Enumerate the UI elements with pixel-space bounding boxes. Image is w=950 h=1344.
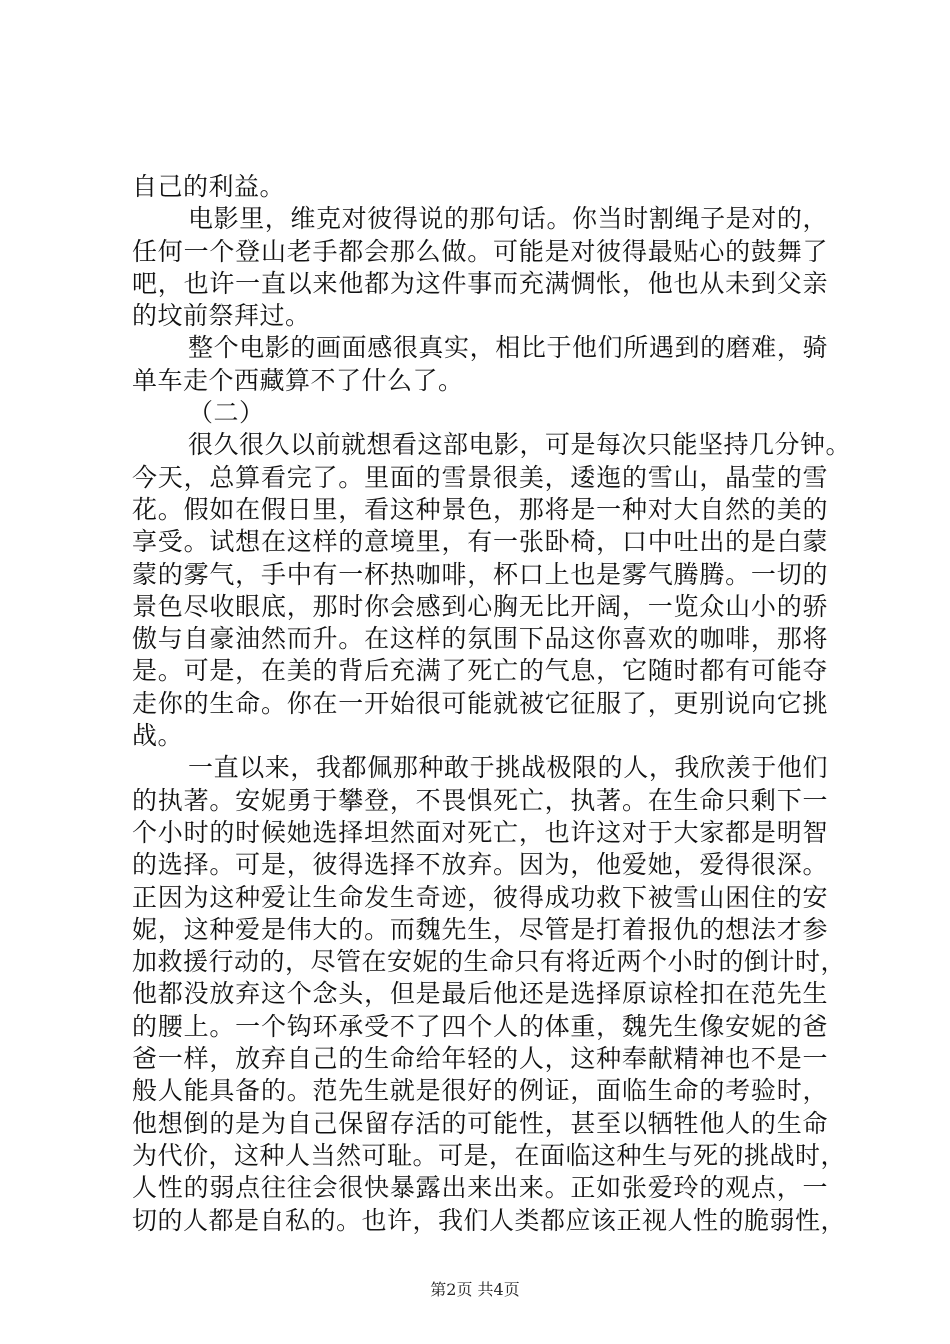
text-line: 是。可是，在美的背后充满了死亡的气息，它随时都有可能夺	[132, 656, 828, 686]
text-line: 般人能具备的。范先生就是很好的例证，面临生命的考验时，	[132, 1076, 828, 1106]
text-line: 个小时的时候她选择坦然面对死亡，也许这对于大家都是明智	[132, 817, 828, 847]
text-line: （二）	[188, 398, 265, 428]
text-line: 战。	[132, 721, 184, 751]
text-line: 的选择。可是，彼得选择不放弃。因为，他爱她，爱得很深。	[132, 850, 828, 880]
text-line: 他都没放弃这个念头，但是最后他还是选择原谅栓扣在范先生	[132, 979, 828, 1009]
text-line: 很久很久以前就想看这部电影，可是每次只能坚持几分钟。	[188, 430, 852, 460]
text-line: 妮，这种爱是伟大的。而魏先生，尽管是打着报仇的想法才参	[132, 914, 828, 944]
text-line: 享受。试想在这样的意境里，有一张卧椅，口中吐出的是白蒙	[132, 527, 828, 557]
text-line: 的执著。安妮勇于攀登，不畏惧死亡，执著。在生命只剩下一	[132, 785, 828, 815]
text-line: 正因为这种爱让生命发生奇迹，彼得成功救下被雪山困住的安	[132, 882, 828, 912]
text-line: 他想倒的是为自己保留存活的可能性，甚至以牺牲他人的生命	[132, 1108, 828, 1138]
text-line: 花。假如在假日里，看这种景色，那将是一种对大自然的美的	[132, 494, 828, 524]
text-line: 切的人都是自私的。也许，我们人类都应该正视人性的脆弱性，	[132, 1205, 847, 1235]
page-number: 第2页 共4页	[430, 1280, 520, 1299]
text-line: 的腰上。一个钩环承受不了四个人的体重，魏先生像安妮的爸	[132, 1011, 828, 1041]
text-line: 走你的生命。你在一开始很可能就被它征服了，更别说向它挑	[132, 688, 828, 718]
text-line: 吧，也许一直以来他都为这件事而充满惆怅，他也从未到父亲	[132, 268, 828, 298]
text-line: 为代价，这种人当然可耻。可是，在面临这种生与死的挑战时，	[132, 1140, 847, 1170]
text-line: 景色尽收眼底，那时你会感到心胸无比开阔，一览众山小的骄	[132, 591, 828, 621]
text-line: 电影里，维克对彼得说的那句话。你当时割绳子是对的，	[188, 204, 828, 234]
text-line: 人性的弱点往往会很快暴露出来出来。正如张爱玲的观点，一	[132, 1173, 828, 1203]
page-footer	[0, 1277, 950, 1300]
text-line: 自己的利益。	[132, 172, 286, 201]
text-line: 蒙的雾气，手中有一杯热咖啡，杯口上也是雾气腾腾。一切的	[132, 559, 828, 589]
text-line: 爸一样，放弃自己的生命给年轻的人，这种奉献精神也不是一	[132, 1044, 828, 1074]
text-line: 傲与自豪油然而升。在这样的氛围下品这你喜欢的咖啡，那将	[132, 624, 828, 654]
text-line: 任何一个登山老手都会那么做。可能是对彼得最贴心的鼓舞了	[132, 236, 828, 266]
text-line: 加救援行动的，尽管在安妮的生命只有将近两个小时的倒计时，	[132, 947, 847, 977]
text-line: 今天，总算看完了。里面的雪景很美，逶迤的雪山，晶莹的雪	[132, 462, 828, 492]
text-line: 一直以来，我都佩那种敢于挑战极限的人，我欣羡于他们	[188, 753, 828, 783]
text-line: 整个电影的画面感很真实，相比于他们所遇到的磨难，骑	[188, 333, 828, 363]
text-line: 单车走个西藏算不了什么了。	[132, 365, 464, 395]
text-line: 的坟前祭拜过。	[132, 301, 311, 331]
document-body	[132, 171, 852, 1237]
